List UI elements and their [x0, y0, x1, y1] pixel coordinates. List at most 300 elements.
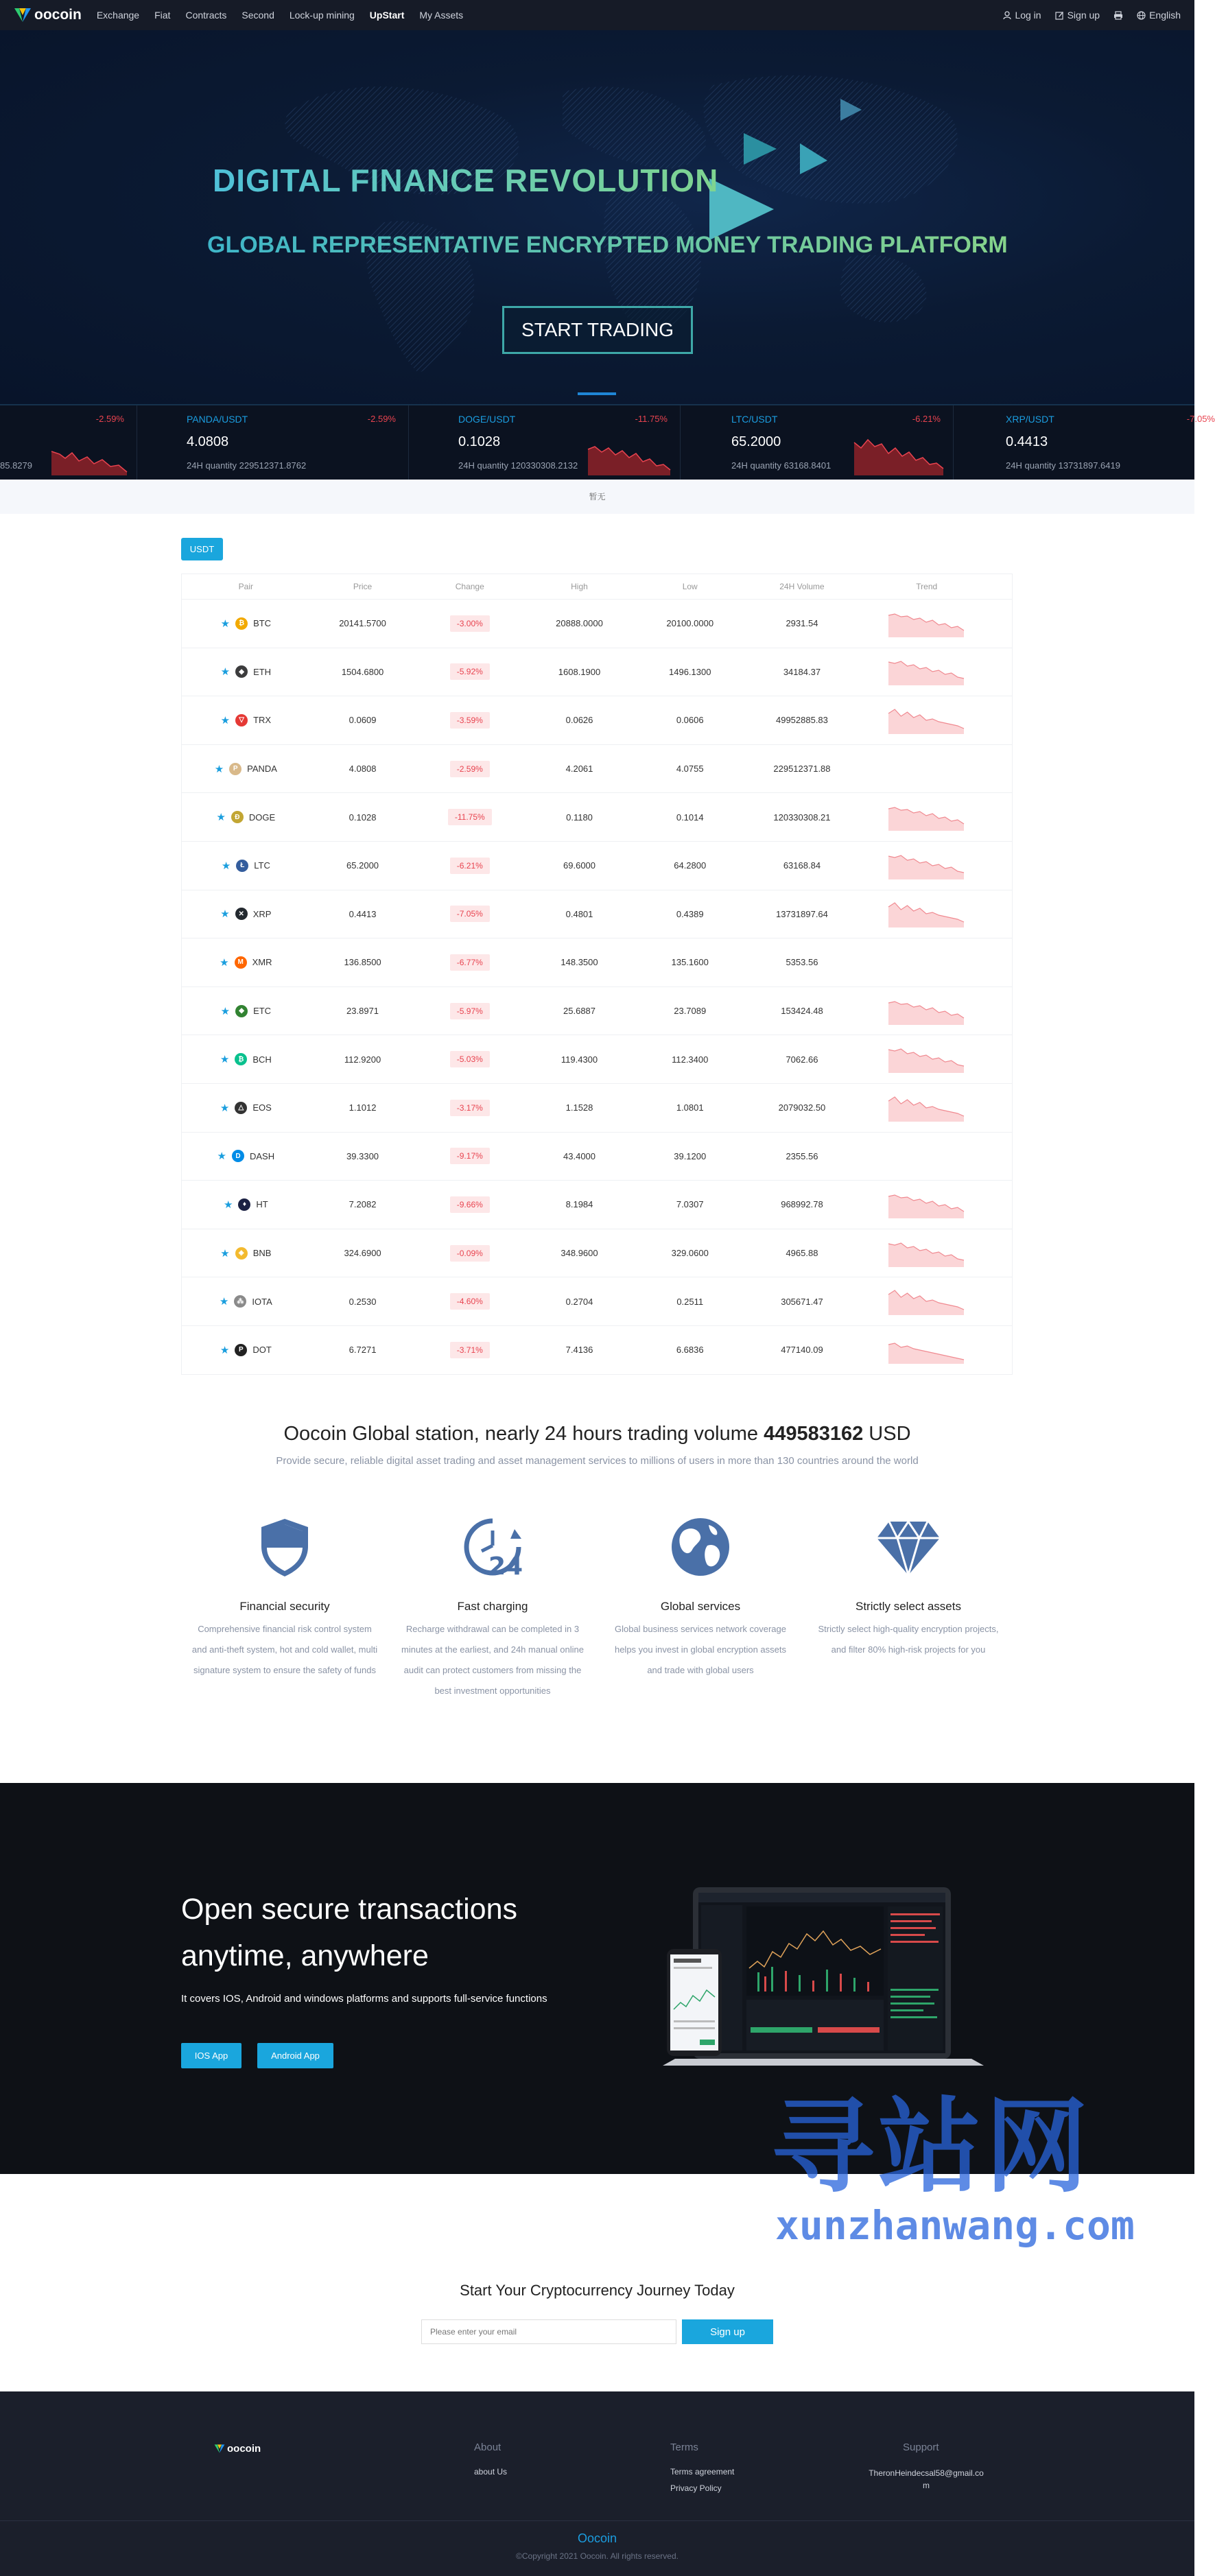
- favorite-star-icon[interactable]: ★: [220, 1054, 230, 1066]
- volume-cell: 153424.48: [781, 1006, 823, 1017]
- footer-brand-name: oocoin: [227, 2443, 261, 2455]
- high-cell: 8.1984: [565, 1199, 593, 1210]
- footer-terms-agreement-link[interactable]: Terms agreement: [670, 2467, 735, 2477]
- change-badge: -4.60%: [450, 1293, 490, 1310]
- trend-cell: [858, 707, 1012, 734]
- ticker-change: -7.05%: [1186, 414, 1215, 424]
- ios-app-button[interactable]: IOS App: [181, 2043, 241, 2068]
- footer-bottom-brand: Oocoin: [577, 2531, 617, 2545]
- ltc-coin-icon: Ł: [236, 860, 248, 872]
- trend-sparkline: [888, 1094, 964, 1122]
- pair-name: XRP: [252, 908, 272, 919]
- volume-cell: 120330308.21: [773, 812, 831, 823]
- change-badge: -2.59%: [450, 761, 490, 777]
- globe-icon: [669, 1515, 732, 1579]
- ticker-item[interactable]: [0, 405, 137, 481]
- tab-usdt[interactable]: USDT: [181, 538, 223, 560]
- change-cell: [415, 1293, 524, 1310]
- price-cell: 4.0808: [349, 764, 377, 775]
- pair-name: BCH: [252, 1054, 272, 1065]
- high-cell: 69.6000: [563, 860, 596, 871]
- change-badge: -6.21%: [450, 858, 490, 874]
- market-row-ht[interactable]: [182, 1180, 1012, 1229]
- volume-cell: 2355.56: [786, 1150, 818, 1161]
- change-cell: [415, 858, 524, 874]
- low-cell: 4.0755: [676, 764, 704, 775]
- pair-name: ETC: [253, 1006, 272, 1017]
- price-cell: 324.6900: [344, 1248, 381, 1259]
- xrp-coin-icon: ✕: [235, 908, 248, 920]
- market-row-panda[interactable]: [182, 744, 1012, 793]
- trend-cell: [858, 658, 1012, 685]
- market-rows: [182, 599, 1012, 1374]
- low-cell: 135.1600: [671, 957, 709, 968]
- dash-coin-icon: D: [232, 1150, 244, 1162]
- change-badge: -3.00%: [450, 615, 490, 632]
- trend-sparkline: [888, 610, 964, 637]
- high-cell: 0.2704: [565, 1296, 593, 1307]
- language-selector[interactable]: [1137, 10, 1181, 21]
- app-download-section: [0, 1783, 1194, 2174]
- header-change: Change: [455, 582, 484, 591]
- favorite-star-icon[interactable]: ★: [220, 956, 229, 969]
- volume-cell: 63168.84: [783, 860, 821, 871]
- price-cell: 136.8500: [344, 957, 381, 968]
- carousel-indicator[interactable]: [578, 392, 616, 395]
- favorite-star-icon[interactable]: ★: [220, 1005, 231, 1017]
- change-cell: [415, 761, 524, 777]
- subscribe-signup-button[interactable]: Sign up: [682, 2319, 773, 2344]
- price-cell: 0.1028: [349, 812, 377, 823]
- ticker-price: 65.2000: [731, 434, 781, 449]
- market-row-xmr[interactable]: [182, 938, 1012, 986]
- ticker-volume: 24H quantity 120330308.2132: [458, 460, 578, 471]
- change-cell: [415, 906, 524, 922]
- doge-coin-icon: Ð: [231, 811, 244, 823]
- pair-cell: [182, 811, 310, 823]
- pair-cell: [182, 1344, 310, 1356]
- pair-name: ETH: [253, 666, 272, 677]
- ticker-sparkline: [51, 438, 127, 475]
- eth-coin-icon: ◆: [235, 665, 248, 678]
- market-row-dash[interactable]: [182, 1132, 1012, 1181]
- price-cell: 20141.5700: [339, 618, 386, 629]
- high-cell: 25.6887: [563, 1006, 596, 1017]
- volume-unit: USD: [869, 1423, 911, 1445]
- edit-icon: [1055, 11, 1064, 20]
- low-cell: 1496.1300: [669, 666, 711, 677]
- change-badge: -3.17%: [450, 1100, 490, 1116]
- favorite-star-icon[interactable]: ★: [219, 1296, 229, 1308]
- market-row-btc[interactable]: [182, 599, 1012, 648]
- change-badge: -9.66%: [450, 1196, 490, 1213]
- watermark-cn: 寻站网: [771, 2088, 1093, 2207]
- footer-divider: [0, 2520, 1194, 2521]
- low-cell: 23.7089: [674, 1006, 707, 1017]
- btc-coin-icon: ₿: [235, 617, 248, 630]
- footer-logo[interactable]: [214, 2443, 261, 2455]
- volume-cell: 5353.56: [786, 957, 818, 968]
- ticker-item[interactable]: [176, 405, 409, 481]
- market-row-trx[interactable]: [182, 696, 1012, 744]
- brand-name: oocoin: [34, 7, 82, 23]
- header-high: High: [571, 582, 588, 591]
- market-row-etc[interactable]: [182, 986, 1012, 1035]
- favorite-star-icon[interactable]: ★: [214, 763, 224, 775]
- start-trading-button[interactable]: START TRADING: [502, 306, 693, 354]
- pair-name: EOS: [252, 1102, 272, 1113]
- ticker-pair: XRP/USDT: [1006, 414, 1054, 425]
- trend-sparkline: [888, 803, 964, 831]
- trend-sparkline: [888, 1336, 964, 1364]
- ticker-pair: DOGE/USDT: [458, 414, 516, 425]
- iota-coin-icon: ⁂: [234, 1295, 246, 1308]
- high-cell: 0.1180: [566, 812, 593, 823]
- trend-cell: [858, 1240, 1012, 1267]
- market-row-dot[interactable]: [182, 1325, 1012, 1374]
- favorite-star-icon[interactable]: ★: [223, 1198, 233, 1211]
- price-cell: 0.0609: [349, 715, 377, 726]
- high-cell: 0.0626: [565, 715, 593, 726]
- watermark-en: xunzhanwang.com: [775, 2202, 1135, 2249]
- low-cell: 329.0600: [671, 1248, 709, 1259]
- favorite-star-icon[interactable]: ★: [220, 1344, 230, 1356]
- change-badge: -3.59%: [450, 712, 490, 729]
- pair-cell: [182, 714, 310, 726]
- low-cell: 20100.0000: [666, 618, 714, 629]
- trend-sparkline: [888, 1045, 964, 1073]
- high-cell: 148.3500: [561, 957, 598, 968]
- feature-description: Global business services network coverage helps you invest in global encryption assets and trade with global users: [614, 1624, 787, 1675]
- low-cell: 1.0801: [676, 1102, 704, 1113]
- change-badge: -3.71%: [450, 1342, 490, 1358]
- globe-small-icon: [1137, 11, 1146, 20]
- change-cell: [415, 1051, 524, 1067]
- low-cell: 0.0606: [676, 715, 704, 726]
- ticker-item[interactable]: [720, 405, 954, 481]
- printer-icon: [1113, 11, 1123, 20]
- svg-text:24: 24: [488, 1552, 523, 1581]
- feature-title: Fast charging: [457, 1600, 528, 1613]
- footer-copyright: ©Copyright 2021 Oocoin. All rights reserved.: [516, 2551, 679, 2561]
- ticker-change: -2.59%: [95, 414, 124, 424]
- price-cell: 112.9200: [344, 1054, 381, 1065]
- ticker-price: 0.4413: [1006, 434, 1048, 449]
- feature-strictly-select-assets: [809, 1509, 1008, 1660]
- trx-coin-icon: ▽: [235, 714, 248, 726]
- pair-name: DASH: [250, 1150, 275, 1161]
- ticker-price: 4.0808: [187, 434, 229, 449]
- feature-fast-charging: [393, 1509, 592, 1701]
- login-link[interactable]: [1003, 10, 1041, 21]
- pair-cell: [182, 956, 310, 969]
- low-cell: 0.1014: [676, 812, 704, 823]
- high-cell: 4.2061: [565, 764, 593, 775]
- volume-cell: 2079032.50: [778, 1102, 826, 1113]
- pair-cell: [182, 617, 310, 630]
- ticker-sparkline: [588, 434, 670, 475]
- language-label: English: [1149, 10, 1181, 21]
- header-price: Price: [353, 582, 373, 591]
- nav-second[interactable]: Second: [241, 10, 274, 21]
- hero-subtitle: GLOBAL REPRESENTATIVE ENCRYPTED MONEY TRADING PLATFORM: [207, 232, 1008, 258]
- change-cell: [415, 1100, 524, 1116]
- trend-cell: [858, 1191, 1012, 1218]
- nav-exchange[interactable]: Exchange: [96, 10, 140, 21]
- email-input[interactable]: [421, 2319, 676, 2344]
- low-cell: 0.2511: [676, 1296, 704, 1307]
- market-row-bch[interactable]: [182, 1035, 1012, 1083]
- market-row-xrp[interactable]: [182, 890, 1012, 938]
- change-cell: [415, 1003, 524, 1019]
- hero-title: DIGITAL FINANCE REVOLUTION: [213, 163, 719, 198]
- high-cell: 7.4136: [565, 1345, 593, 1356]
- volume-heading-text: Oocoin Global station, nearly 24 hours trading volume: [283, 1423, 759, 1445]
- pair-name: DOT: [252, 1345, 272, 1356]
- change-cell: [415, 663, 524, 680]
- low-cell: 112.3400: [672, 1054, 709, 1065]
- pair-cell: [182, 908, 310, 920]
- price-cell: 23.8971: [346, 1006, 379, 1017]
- change-cell: [415, 809, 524, 825]
- logo-v-icon: [14, 7, 32, 23]
- volume-cell: 4965.88: [786, 1248, 818, 1259]
- signup-link[interactable]: [1055, 10, 1100, 21]
- change-badge: -5.97%: [450, 1003, 490, 1019]
- pair-cell: [182, 1198, 310, 1211]
- pair-name: IOTA: [252, 1296, 272, 1307]
- ht-coin-icon: ♦: [238, 1198, 250, 1211]
- volume-cell: 968992.78: [781, 1199, 823, 1210]
- high-cell: 119.4300: [561, 1054, 598, 1065]
- market-row-eos[interactable]: [182, 1083, 1012, 1132]
- trend-cell: [858, 803, 1012, 831]
- trend-cell: [858, 997, 1012, 1025]
- change-cell: [415, 1148, 524, 1164]
- volume-cell: 34184.37: [783, 666, 821, 677]
- login-label: Log in: [1015, 10, 1041, 21]
- trend-cell: [858, 1336, 1012, 1364]
- volume-cell: 13731897.64: [775, 908, 828, 919]
- price-cell: 1.1012: [349, 1102, 377, 1113]
- feature-title: Global services: [660, 1600, 741, 1613]
- laptop-phone-mockup: [661, 1886, 985, 2085]
- pair-name: BTC: [253, 618, 272, 629]
- favorite-star-icon[interactable]: ★: [216, 812, 226, 824]
- ticker-volume: 24H quantity 63168.8401: [731, 460, 831, 471]
- volume-cell: 305671.47: [781, 1296, 823, 1307]
- favorite-star-icon[interactable]: ★: [221, 860, 231, 872]
- etc-coin-icon: ◆: [235, 1005, 248, 1017]
- footer-about-us-link[interactable]: about Us: [474, 2467, 508, 2477]
- trend-sparkline: [888, 997, 964, 1025]
- footer-terms-title: Terms: [670, 2442, 698, 2453]
- volume-cell: 229512371.88: [773, 764, 831, 775]
- header-volume: 24H Volume: [779, 582, 825, 591]
- ticker-volume: 85.8279: [0, 460, 32, 471]
- trend-cell: [858, 852, 1012, 879]
- change-badge: -5.03%: [450, 1051, 490, 1067]
- play-triangles-graphic: [700, 64, 878, 243]
- brand-logo[interactable]: [14, 7, 82, 23]
- user-icon: [1003, 11, 1011, 20]
- high-cell: 0.4801: [565, 908, 593, 919]
- shield-icon: [257, 1516, 312, 1578]
- android-app-button[interactable]: Android App: [257, 2043, 333, 2068]
- market-row-doge[interactable]: [182, 792, 1012, 841]
- feature-description: Strictly select high-quality encryption projects, and filter 80% high-risk projects for you: [818, 1624, 999, 1655]
- clock-24-icon: [461, 1515, 524, 1579]
- trend-sparkline: [888, 1240, 964, 1267]
- high-cell: 348.9600: [561, 1248, 598, 1259]
- change-cell: [415, 615, 524, 632]
- header-low: Low: [682, 582, 698, 591]
- change-cell: [415, 1342, 524, 1358]
- favorite-star-icon[interactable]: ★: [220, 617, 231, 630]
- change-cell: [415, 1245, 524, 1262]
- pair-cell: [182, 1053, 310, 1065]
- change-cell: [415, 712, 524, 729]
- ticker-price: 0.1028: [458, 434, 501, 449]
- nav-fiat[interactable]: Fiat: [154, 10, 171, 21]
- pair-cell: [182, 665, 310, 678]
- market-table-header: [182, 574, 1012, 599]
- price-ticker: [0, 404, 1215, 480]
- hero-banner: [0, 30, 1194, 404]
- feature-title: Financial security: [239, 1600, 330, 1613]
- pair-cell: [182, 1102, 310, 1114]
- ticker-change: -2.59%: [367, 414, 396, 424]
- volume-cell: 2931.54: [786, 618, 818, 629]
- low-cell: 39.1200: [674, 1150, 707, 1161]
- volume-cell: 477140.09: [781, 1345, 823, 1356]
- footer-privacy-policy-link[interactable]: Privacy Policy: [670, 2483, 722, 2493]
- download-app-button[interactable]: [1113, 11, 1123, 20]
- footer-support-email[interactable]: TheronHeindecsal58@gmail.com: [869, 2468, 984, 2490]
- market-row-eth[interactable]: [182, 648, 1012, 696]
- low-cell: 0.4389: [676, 908, 704, 919]
- pair-name: HT: [256, 1199, 268, 1210]
- trend-cell: [858, 1094, 1012, 1122]
- favorite-star-icon[interactable]: ★: [220, 908, 230, 921]
- app-section-description: It covers IOS, Android and windows platforms and supports full-service functions: [181, 1993, 547, 2005]
- market-row-bnb[interactable]: [182, 1229, 1012, 1277]
- pair-name: XMR: [252, 957, 272, 968]
- change-badge: -11.75%: [448, 809, 492, 825]
- subscribe-title: Start Your Cryptocurrency Journey Today: [460, 2282, 735, 2299]
- trend-sparkline: [888, 658, 964, 685]
- price-cell: 0.2530: [349, 1296, 377, 1307]
- feature-description: Recharge withdrawal can be completed in 3 minutes at the earliest, and 24h manual online audit can protect customers from missing the best investment opportunities: [401, 1624, 584, 1696]
- trend-cell: [858, 1045, 1012, 1073]
- favorite-star-icon[interactable]: ★: [220, 1102, 230, 1114]
- price-cell: 39.3300: [346, 1150, 379, 1161]
- feature-financial-security: [185, 1509, 384, 1681]
- ticker-pair: LTC/USDT: [731, 414, 778, 425]
- high-cell: 20888.0000: [556, 618, 603, 629]
- feature-title: Strictly select assets: [856, 1600, 961, 1613]
- pair-cell: [182, 763, 310, 775]
- pair-name: TRX: [253, 715, 272, 726]
- feature-global-services: [601, 1509, 800, 1681]
- low-cell: 7.0307: [676, 1199, 704, 1210]
- price-cell: 1504.6800: [341, 666, 384, 677]
- price-cell: 65.2000: [346, 860, 379, 871]
- pair-cell: [182, 1150, 310, 1162]
- pair-name: PANDA: [247, 764, 277, 775]
- change-badge: -7.05%: [450, 906, 490, 922]
- change-badge: -5.92%: [450, 663, 490, 680]
- ticker-pair: PANDA/USDT: [187, 414, 248, 425]
- trend-sparkline: [888, 707, 964, 734]
- trend-cell: [858, 1288, 1012, 1315]
- price-cell: 0.4413: [349, 908, 377, 919]
- market-row-iota[interactable]: [182, 1277, 1012, 1325]
- change-badge: -6.77%: [450, 954, 490, 971]
- nav-my-assets[interactable]: My Assets: [419, 10, 464, 21]
- ticker-sparkline: [854, 434, 943, 475]
- ticker-volume: 24H quantity 229512371.8762: [187, 460, 307, 471]
- ticker-volume: 24H quantity 13731897.6419: [1006, 460, 1120, 471]
- dot-coin-icon: P: [235, 1344, 247, 1356]
- volume-value: 449583162: [764, 1423, 864, 1445]
- ticker-item[interactable]: [995, 405, 1215, 481]
- volume-cell: 49952885.83: [775, 715, 828, 726]
- app-section-title: Open secure transactions anytime, anywhere: [181, 1893, 517, 1972]
- header-trend: Trend: [916, 582, 938, 591]
- favorite-star-icon[interactable]: ★: [220, 666, 231, 678]
- pair-name: LTC: [254, 860, 270, 871]
- favorite-star-icon[interactable]: ★: [217, 1150, 226, 1163]
- ticker-change: -11.75%: [635, 414, 668, 424]
- price-cell: 7.2082: [349, 1199, 377, 1210]
- market-table: [181, 574, 1013, 1375]
- pair-cell: [182, 1005, 310, 1017]
- signup-label: Sign up: [1067, 10, 1100, 21]
- nav-upstart[interactable]: UpStart: [369, 10, 405, 21]
- trading-volume-subtitle: Provide secure, reliable digital asset trading and asset management services to millions of users in more than 130 countries around the world: [276, 1455, 919, 1467]
- market-row-ltc[interactable]: [182, 841, 1012, 890]
- nav-lockup-mining[interactable]: Lock-up mining: [289, 10, 355, 21]
- ticker-item[interactable]: [447, 405, 681, 481]
- nav-contracts[interactable]: Contracts: [185, 10, 227, 21]
- trend-sparkline: [888, 1191, 964, 1218]
- low-cell: 64.2800: [674, 860, 707, 871]
- trend-sparkline: [888, 852, 964, 879]
- trading-volume-heading: [0, 1423, 1194, 1445]
- high-cell: 1.1528: [565, 1102, 593, 1113]
- diamond-icon: [875, 1517, 941, 1576]
- trend-cell: [858, 900, 1012, 927]
- favorite-star-icon[interactable]: ★: [220, 1247, 230, 1260]
- xmr-coin-icon: M: [235, 956, 247, 969]
- trend-sparkline: [888, 900, 964, 927]
- trend-cell: [858, 610, 1012, 637]
- top-nav: [0, 0, 1194, 30]
- pair-name: BNB: [252, 1248, 272, 1259]
- favorite-star-icon[interactable]: ★: [220, 714, 231, 726]
- notice-bar: 暂无: [0, 480, 1194, 514]
- change-cell: [415, 954, 524, 971]
- pair-cell: [182, 1247, 310, 1260]
- footer-about-title: About: [474, 2442, 502, 2453]
- change-cell: [415, 1196, 524, 1213]
- high-cell: 43.4000: [563, 1150, 596, 1161]
- change-badge: -9.17%: [450, 1148, 490, 1164]
- eos-coin-icon: △: [235, 1102, 247, 1114]
- trend-sparkline: [888, 1288, 964, 1315]
- volume-cell: 7062.66: [786, 1054, 818, 1065]
